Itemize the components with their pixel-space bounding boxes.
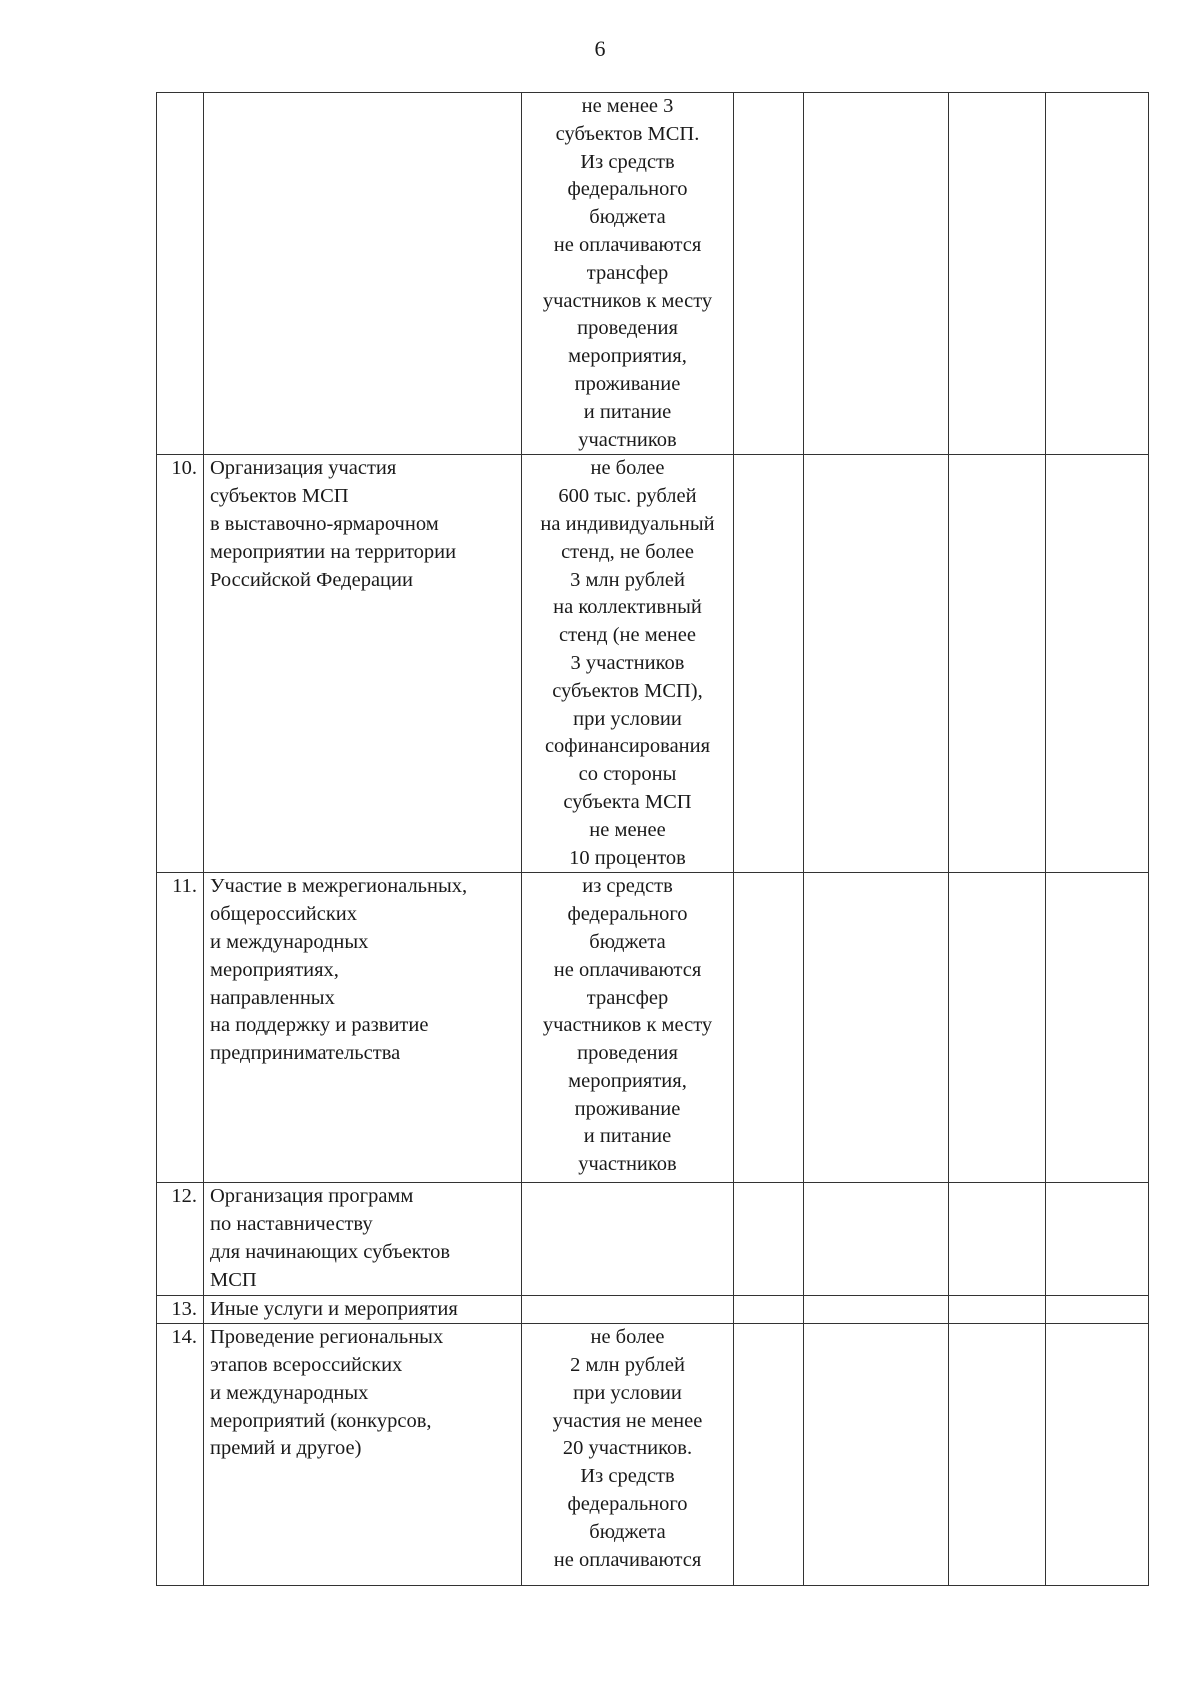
measure-name-line: Организация программ [210, 1185, 414, 1208]
conditions-line: федерального [567, 903, 688, 926]
measure-name-cell [204, 455, 522, 873]
conditions-line: трансфер [586, 986, 669, 1009]
conditions-line: на коллективный [553, 596, 702, 619]
empty-cell [804, 1183, 949, 1295]
conditions-line: не менее [589, 818, 666, 841]
conditions-line: федерального [567, 178, 688, 201]
conditions-line: при условии [573, 707, 682, 730]
conditions-line: на индивидуальный [540, 512, 715, 535]
measure-name-line: мероприятиях, [210, 958, 339, 981]
conditions-line: бюджета [589, 930, 666, 953]
conditions-line: не менее 3 [581, 95, 674, 117]
empty-cell [734, 1183, 804, 1295]
conditions-line: софинансирования [544, 735, 711, 758]
conditions-line: проведения [577, 1042, 678, 1065]
table-row [157, 455, 1149, 873]
measure-name-line: Организация участия [210, 457, 397, 480]
conditions-line: не оплачиваются [553, 958, 702, 981]
measure-name-line: Проведение региональных [210, 1326, 444, 1349]
conditions-line: стенд (не менее [559, 624, 696, 647]
conditions-line: проведения [577, 317, 678, 340]
empty-cell [734, 1324, 804, 1586]
measure-name-line: по наставничеству [210, 1213, 373, 1236]
empty-cell [1046, 455, 1149, 873]
empty-cell [1046, 1324, 1149, 1586]
conditions-cell [522, 1295, 734, 1324]
row-number: 10. [157, 455, 204, 873]
measure-name-line: этапов всероссийских [210, 1354, 403, 1377]
conditions-cell [522, 93, 734, 455]
conditions-line: 20 участников. [562, 1437, 693, 1460]
table-row [157, 1324, 1149, 1586]
empty-cell [804, 1324, 949, 1586]
measure-name-cell [204, 873, 522, 1183]
measure-name-line: предпринимательства [210, 1042, 401, 1065]
empty-cell [949, 93, 1046, 455]
conditions-line: субъектов МСП. [555, 122, 700, 145]
conditions-line: 3 участников [570, 651, 685, 674]
conditions-line: участников к месту [542, 1014, 713, 1037]
empty-cell [804, 873, 949, 1183]
row-number: 14. [157, 1324, 204, 1586]
row-number [157, 93, 204, 455]
support-measures-table [156, 92, 1149, 1586]
conditions-line: 3 млн рублей [570, 568, 685, 591]
conditions-line: 10 процентов [569, 846, 686, 869]
conditions-line: 2 млн рублей [570, 1354, 685, 1377]
measure-name-line: Иные услуги и мероприятия [210, 1297, 458, 1320]
conditions-line: бюджета [589, 1520, 666, 1543]
measure-name-cell [204, 1183, 522, 1295]
conditions-line: трансфер [586, 261, 669, 284]
conditions-line: участников [578, 428, 677, 451]
table-row [157, 1183, 1149, 1295]
measure-name-line: премий и другое) [210, 1437, 362, 1460]
empty-cell [1046, 93, 1149, 455]
measure-name-line: для начинающих субъектов [210, 1240, 450, 1263]
conditions-line: субъектов МСП), [552, 679, 703, 702]
table-body [157, 93, 1149, 1586]
empty-cell [1046, 1183, 1149, 1295]
empty-cell [1046, 873, 1149, 1183]
empty-cell [734, 455, 804, 873]
conditions-line: из средств [582, 875, 673, 898]
table-row [157, 93, 1149, 455]
measure-name-line: Российской Федерации [210, 568, 413, 591]
measure-name-line: МСП [210, 1268, 257, 1291]
empty-cell [734, 873, 804, 1183]
empty-cell [804, 1295, 949, 1324]
conditions-line: Из средств [580, 150, 675, 173]
empty-cell [949, 1183, 1046, 1295]
measure-name-line: в выставочно-ярмарочном [210, 512, 439, 535]
measure-name-line: Участие в межрегиональных, [210, 875, 468, 898]
empty-cell [949, 1324, 1046, 1586]
conditions-line: не оплачиваются [553, 1548, 702, 1571]
conditions-line: Из средств [580, 1465, 675, 1488]
measure-name-line: общероссийских [210, 903, 357, 926]
measure-name-line: и международных [210, 1381, 369, 1404]
conditions-line: бюджета [589, 206, 666, 229]
conditions-line: участников [578, 1153, 677, 1176]
conditions-cell [522, 1183, 734, 1295]
conditions-line: 600 тыс. рублей [558, 485, 697, 508]
conditions-cell [522, 1324, 734, 1586]
measure-name-line: на поддержку и развитие [210, 1014, 429, 1037]
measure-name-line: мероприятий (конкурсов, [210, 1409, 432, 1432]
empty-cell [804, 93, 949, 455]
conditions-line: мероприятия, [568, 1069, 687, 1092]
conditions-line: федерального [567, 1493, 688, 1516]
empty-cell [949, 1295, 1046, 1324]
empty-cell [1046, 1295, 1149, 1324]
conditions-line: не оплачиваются [553, 233, 702, 256]
measure-name-cell [204, 1324, 522, 1586]
measure-name-line: и международных [210, 930, 369, 953]
conditions-cell [522, 873, 734, 1183]
conditions-cell [522, 455, 734, 873]
row-number: 13. [157, 1295, 204, 1324]
row-number: 11. [157, 873, 204, 1183]
conditions-line: не более [590, 1326, 665, 1349]
conditions-line: при условии [573, 1381, 682, 1404]
conditions-line: участия не менее [552, 1409, 703, 1432]
measure-name-line: направленных [210, 986, 335, 1009]
conditions-line: субъекта МСП [563, 790, 692, 813]
empty-cell [949, 873, 1046, 1183]
conditions-line: проживание [574, 372, 681, 395]
table-row [157, 873, 1149, 1183]
conditions-line: проживание [574, 1097, 681, 1120]
table-row [157, 1295, 1149, 1324]
empty-cell [734, 1295, 804, 1324]
measure-name-cell [204, 1295, 522, 1324]
empty-cell [949, 455, 1046, 873]
conditions-line: участников к месту [542, 289, 713, 312]
conditions-line: стенд, не более [561, 540, 694, 563]
measure-name-line: мероприятии на территории [210, 540, 457, 563]
page-number: 6 [594, 36, 606, 61]
conditions-line: со стороны [578, 763, 677, 786]
conditions-line: не более [590, 457, 665, 480]
conditions-line: мероприятия, [568, 345, 687, 368]
measure-name-line: субъектов МСП [210, 485, 349, 508]
measure-name-cell [204, 93, 522, 455]
conditions-line: и питание [583, 1125, 672, 1148]
row-number: 12. [157, 1183, 204, 1295]
conditions-line: и питание [583, 400, 672, 423]
empty-cell [734, 93, 804, 455]
empty-cell [804, 455, 949, 873]
